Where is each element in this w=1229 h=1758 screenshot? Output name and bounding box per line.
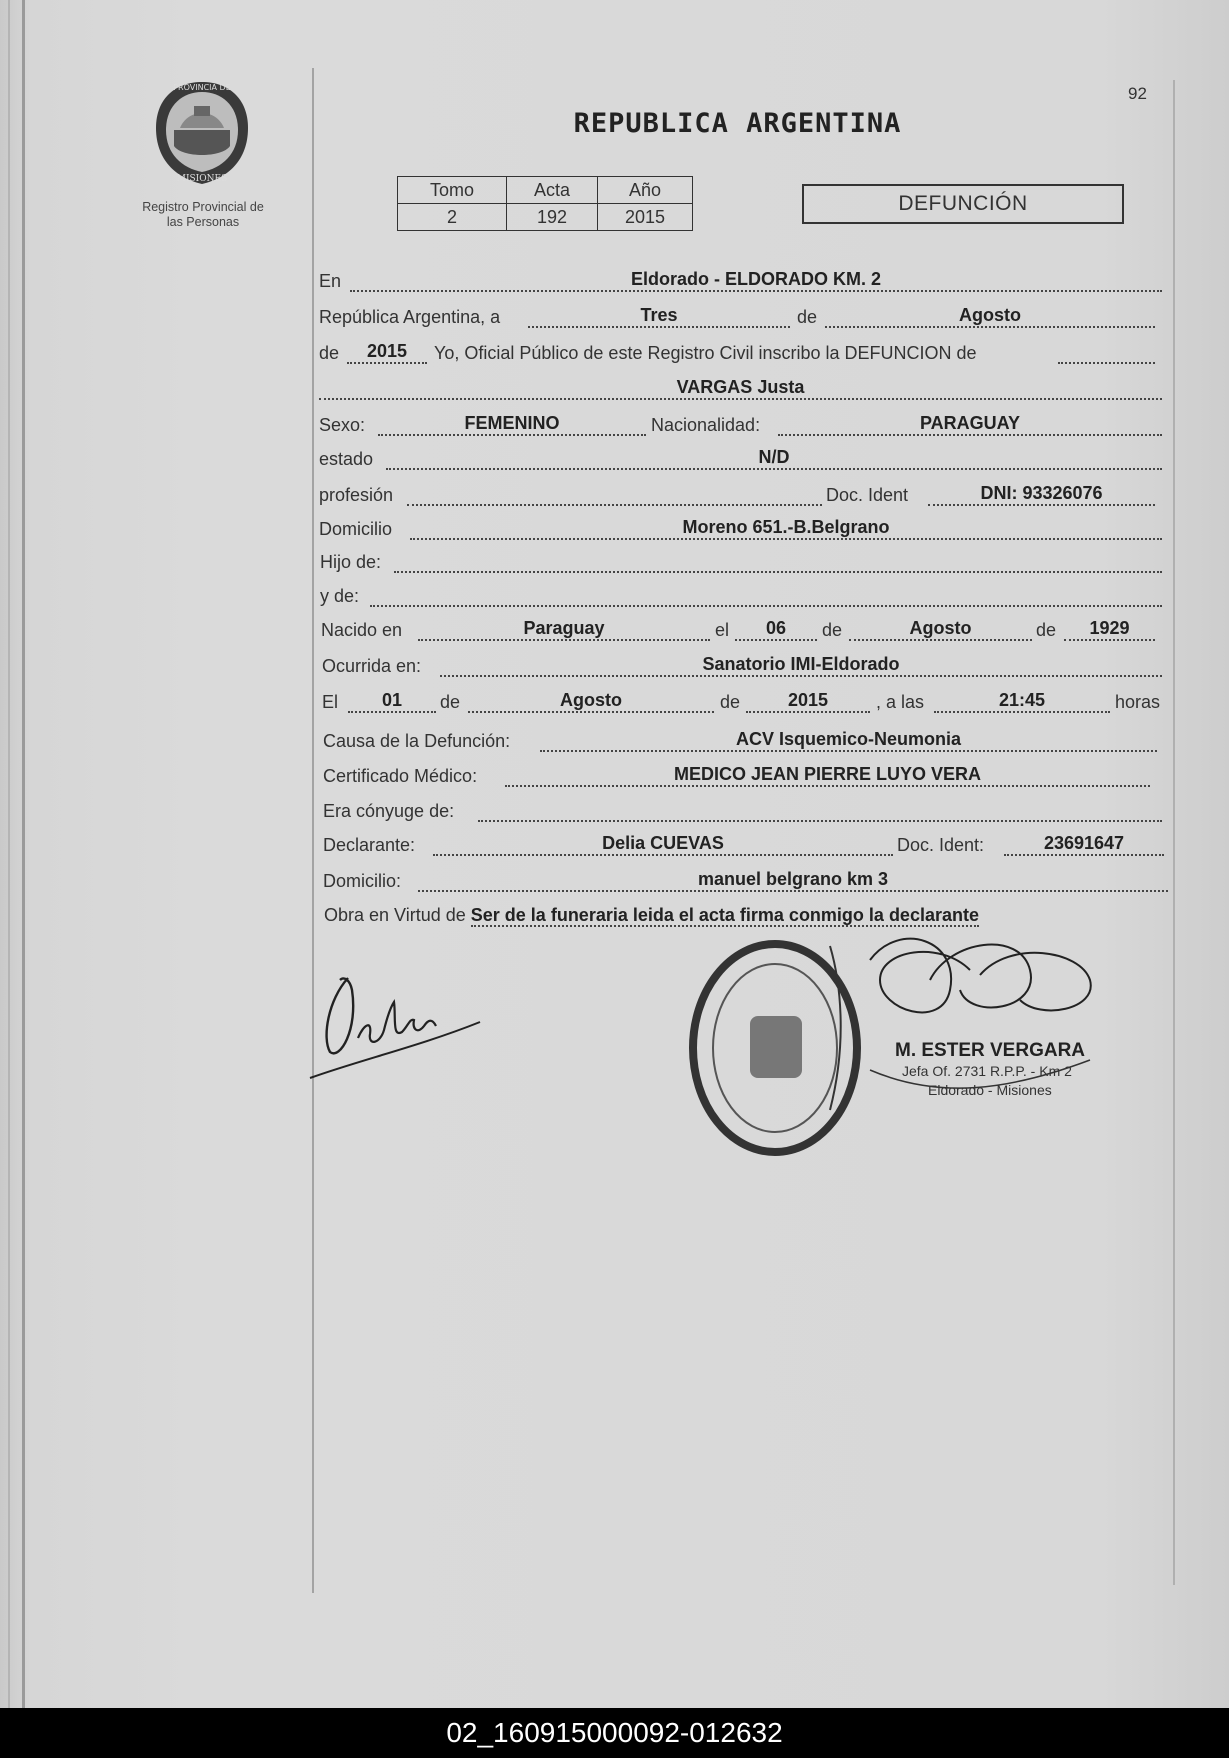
official-name: M. ESTER VERGARA	[895, 1040, 1086, 1061]
value-causa: ACV Isquemico-Neumonia	[735, 729, 962, 749]
field-ocurrida-en	[440, 653, 1162, 677]
label-republica: República Argentina, a	[319, 307, 501, 327]
official-place: Eldorado - Misiones	[928, 1082, 1052, 1098]
field-profesion	[407, 482, 822, 506]
value-sexo: FEMENINO	[464, 413, 560, 433]
value-certificado: MEDICO JEAN PIERRE LUYO VERA	[673, 764, 982, 784]
value-nac-dia: 06	[765, 618, 787, 638]
field-def-dia	[348, 689, 436, 713]
value-nombre: VARGAS Justa	[676, 377, 805, 397]
province-seal-icon	[150, 78, 254, 188]
seal-text-bottom: MISIONES	[176, 174, 228, 184]
registry-name	[118, 200, 288, 230]
registry-value-acta: 192	[507, 204, 598, 231]
record-type-box: DEFUNCIÓN	[802, 184, 1124, 224]
registry-header-anio: Año	[598, 177, 693, 204]
label-y-de: y de:	[320, 586, 360, 606]
field-nacido-en	[418, 617, 710, 641]
value-hora: 21:45	[998, 690, 1046, 710]
label-de-6: de	[720, 692, 741, 712]
field-oficial-tail	[1058, 340, 1155, 364]
field-causa	[540, 728, 1157, 752]
label-doc-ident: Doc. Ident	[826, 485, 909, 505]
registry-name-line2: las Personas	[166, 215, 240, 229]
label-de-1: de	[797, 307, 818, 327]
label-El: El	[322, 692, 339, 712]
label-hijo-de: Hijo de:	[320, 552, 382, 572]
label-ocurrida-en: Ocurrida en:	[322, 656, 422, 676]
field-declarante	[433, 832, 893, 856]
field-def-mes	[468, 689, 714, 713]
page-number: 92	[1128, 84, 1147, 103]
label-nacido-en: Nacido en	[321, 620, 403, 640]
value-declarante: Delia CUEVAS	[602, 833, 724, 853]
label-declarante: Declarante:	[323, 835, 416, 855]
registry-header-tomo: Tomo	[398, 177, 507, 204]
registry-table-header-row	[398, 177, 693, 204]
registry-table-value-row	[398, 204, 693, 231]
field-lugar	[350, 268, 1162, 292]
value-dia: Tres	[640, 305, 678, 325]
field-estado	[386, 446, 1162, 470]
value-anio: 2015	[366, 341, 408, 361]
label-en: En	[319, 271, 342, 291]
value-estado: N/D	[758, 447, 790, 467]
value-def-mes: Agosto	[560, 690, 622, 710]
field-nac-mes	[849, 617, 1032, 641]
official-stamp	[680, 920, 1100, 1170]
label-obra: Obra en Virtud de	[324, 905, 466, 925]
value-doc-ident: DNI: 93326076	[980, 483, 1103, 503]
field-nombre	[319, 376, 1162, 400]
registry-header-acta: Acta	[507, 177, 598, 204]
seal-text-top: PROVINCIA DE	[173, 83, 231, 92]
label-de-4: de	[1036, 620, 1057, 640]
label-el: el	[715, 620, 730, 640]
label-de-3: de	[822, 620, 843, 640]
margin-line-right	[1173, 80, 1175, 1585]
field-mes	[825, 304, 1155, 328]
binding-edge	[8, 0, 10, 1708]
field-y-de	[370, 583, 1162, 607]
field-def-anio	[746, 689, 870, 713]
label-horas: horas	[1115, 692, 1161, 712]
registry-value-anio: 2015	[598, 204, 693, 231]
label-oficial: Yo, Oficial Público de este Registro Civil inscribo la DEFUNCION de	[434, 343, 977, 363]
field-sexo	[378, 412, 646, 436]
registry-name-line1: Registro Provincial de	[142, 200, 264, 214]
value-nacionalidad: PARAGUAY	[919, 413, 1021, 433]
value-nacido-en: Paraguay	[523, 618, 605, 638]
field-nac-anio	[1064, 617, 1155, 641]
field-nacionalidad	[778, 412, 1162, 436]
value-decl-doc: 23691647	[1043, 833, 1125, 853]
value-nac-anio: 1929	[1089, 618, 1130, 638]
margin-line-left	[312, 68, 314, 1593]
field-conyuge	[478, 798, 1162, 822]
label-de-2: de	[319, 343, 340, 363]
label-estado: estado	[319, 449, 374, 469]
field-hijo-de	[394, 549, 1162, 573]
label-decl-domicilio: Domicilio:	[323, 871, 402, 891]
binding-fold	[22, 0, 25, 1708]
value-ocurrida-en: Sanatorio IMI-Eldorado	[702, 654, 900, 674]
field-hora	[934, 689, 1110, 713]
field-certificado	[505, 763, 1150, 787]
label-profesion: profesión	[319, 485, 394, 505]
field-dia	[528, 304, 790, 328]
label-nacionalidad: Nacionalidad:	[651, 415, 761, 435]
declarant-signature	[300, 960, 490, 1090]
label-sexo: Sexo:	[319, 415, 366, 435]
registry-value-tomo: 2	[398, 204, 507, 231]
scan-footer	[0, 1708, 1229, 1758]
label-de-5: de	[440, 692, 461, 712]
value-obra: Ser de la funeraria leida el acta firma conmigo la declarante	[470, 905, 979, 925]
file-code: 02_160915000092-012632	[446, 1717, 783, 1748]
field-doc-ident	[928, 482, 1155, 506]
value-decl-domicilio: manuel belgrano km 3	[697, 869, 889, 889]
value-nac-mes: Agosto	[909, 618, 972, 638]
field-decl-doc	[1004, 832, 1164, 856]
page-title: REPUBLICA ARGENTINA	[573, 108, 902, 139]
value-lugar: Eldorado - ELDORADO KM. 2	[630, 269, 881, 289]
registry-table	[397, 176, 693, 231]
field-decl-domicilio	[418, 868, 1168, 892]
value-def-dia: 01	[381, 690, 403, 710]
official-title: Jefa Of. 2731 R.P.P. - Km 2	[902, 1063, 1072, 1079]
label-decl-doc: Doc. Ident:	[897, 835, 985, 855]
value-def-anio: 2015	[787, 690, 829, 710]
value-mes: Agosto	[959, 305, 1021, 325]
label-certificado: Certificado Médico:	[323, 766, 478, 786]
label-causa: Causa de la Defunción:	[323, 731, 511, 751]
value-domicilio: Moreno 651.-B.Belgrano	[682, 517, 890, 537]
label-conyuge: Era cónyuge de:	[323, 801, 455, 821]
field-domicilio	[410, 516, 1162, 540]
field-nac-dia	[735, 617, 817, 641]
label-a-las: , a las	[876, 692, 925, 712]
label-domicilio: Domicilio	[319, 519, 393, 539]
field-anio	[347, 340, 427, 364]
